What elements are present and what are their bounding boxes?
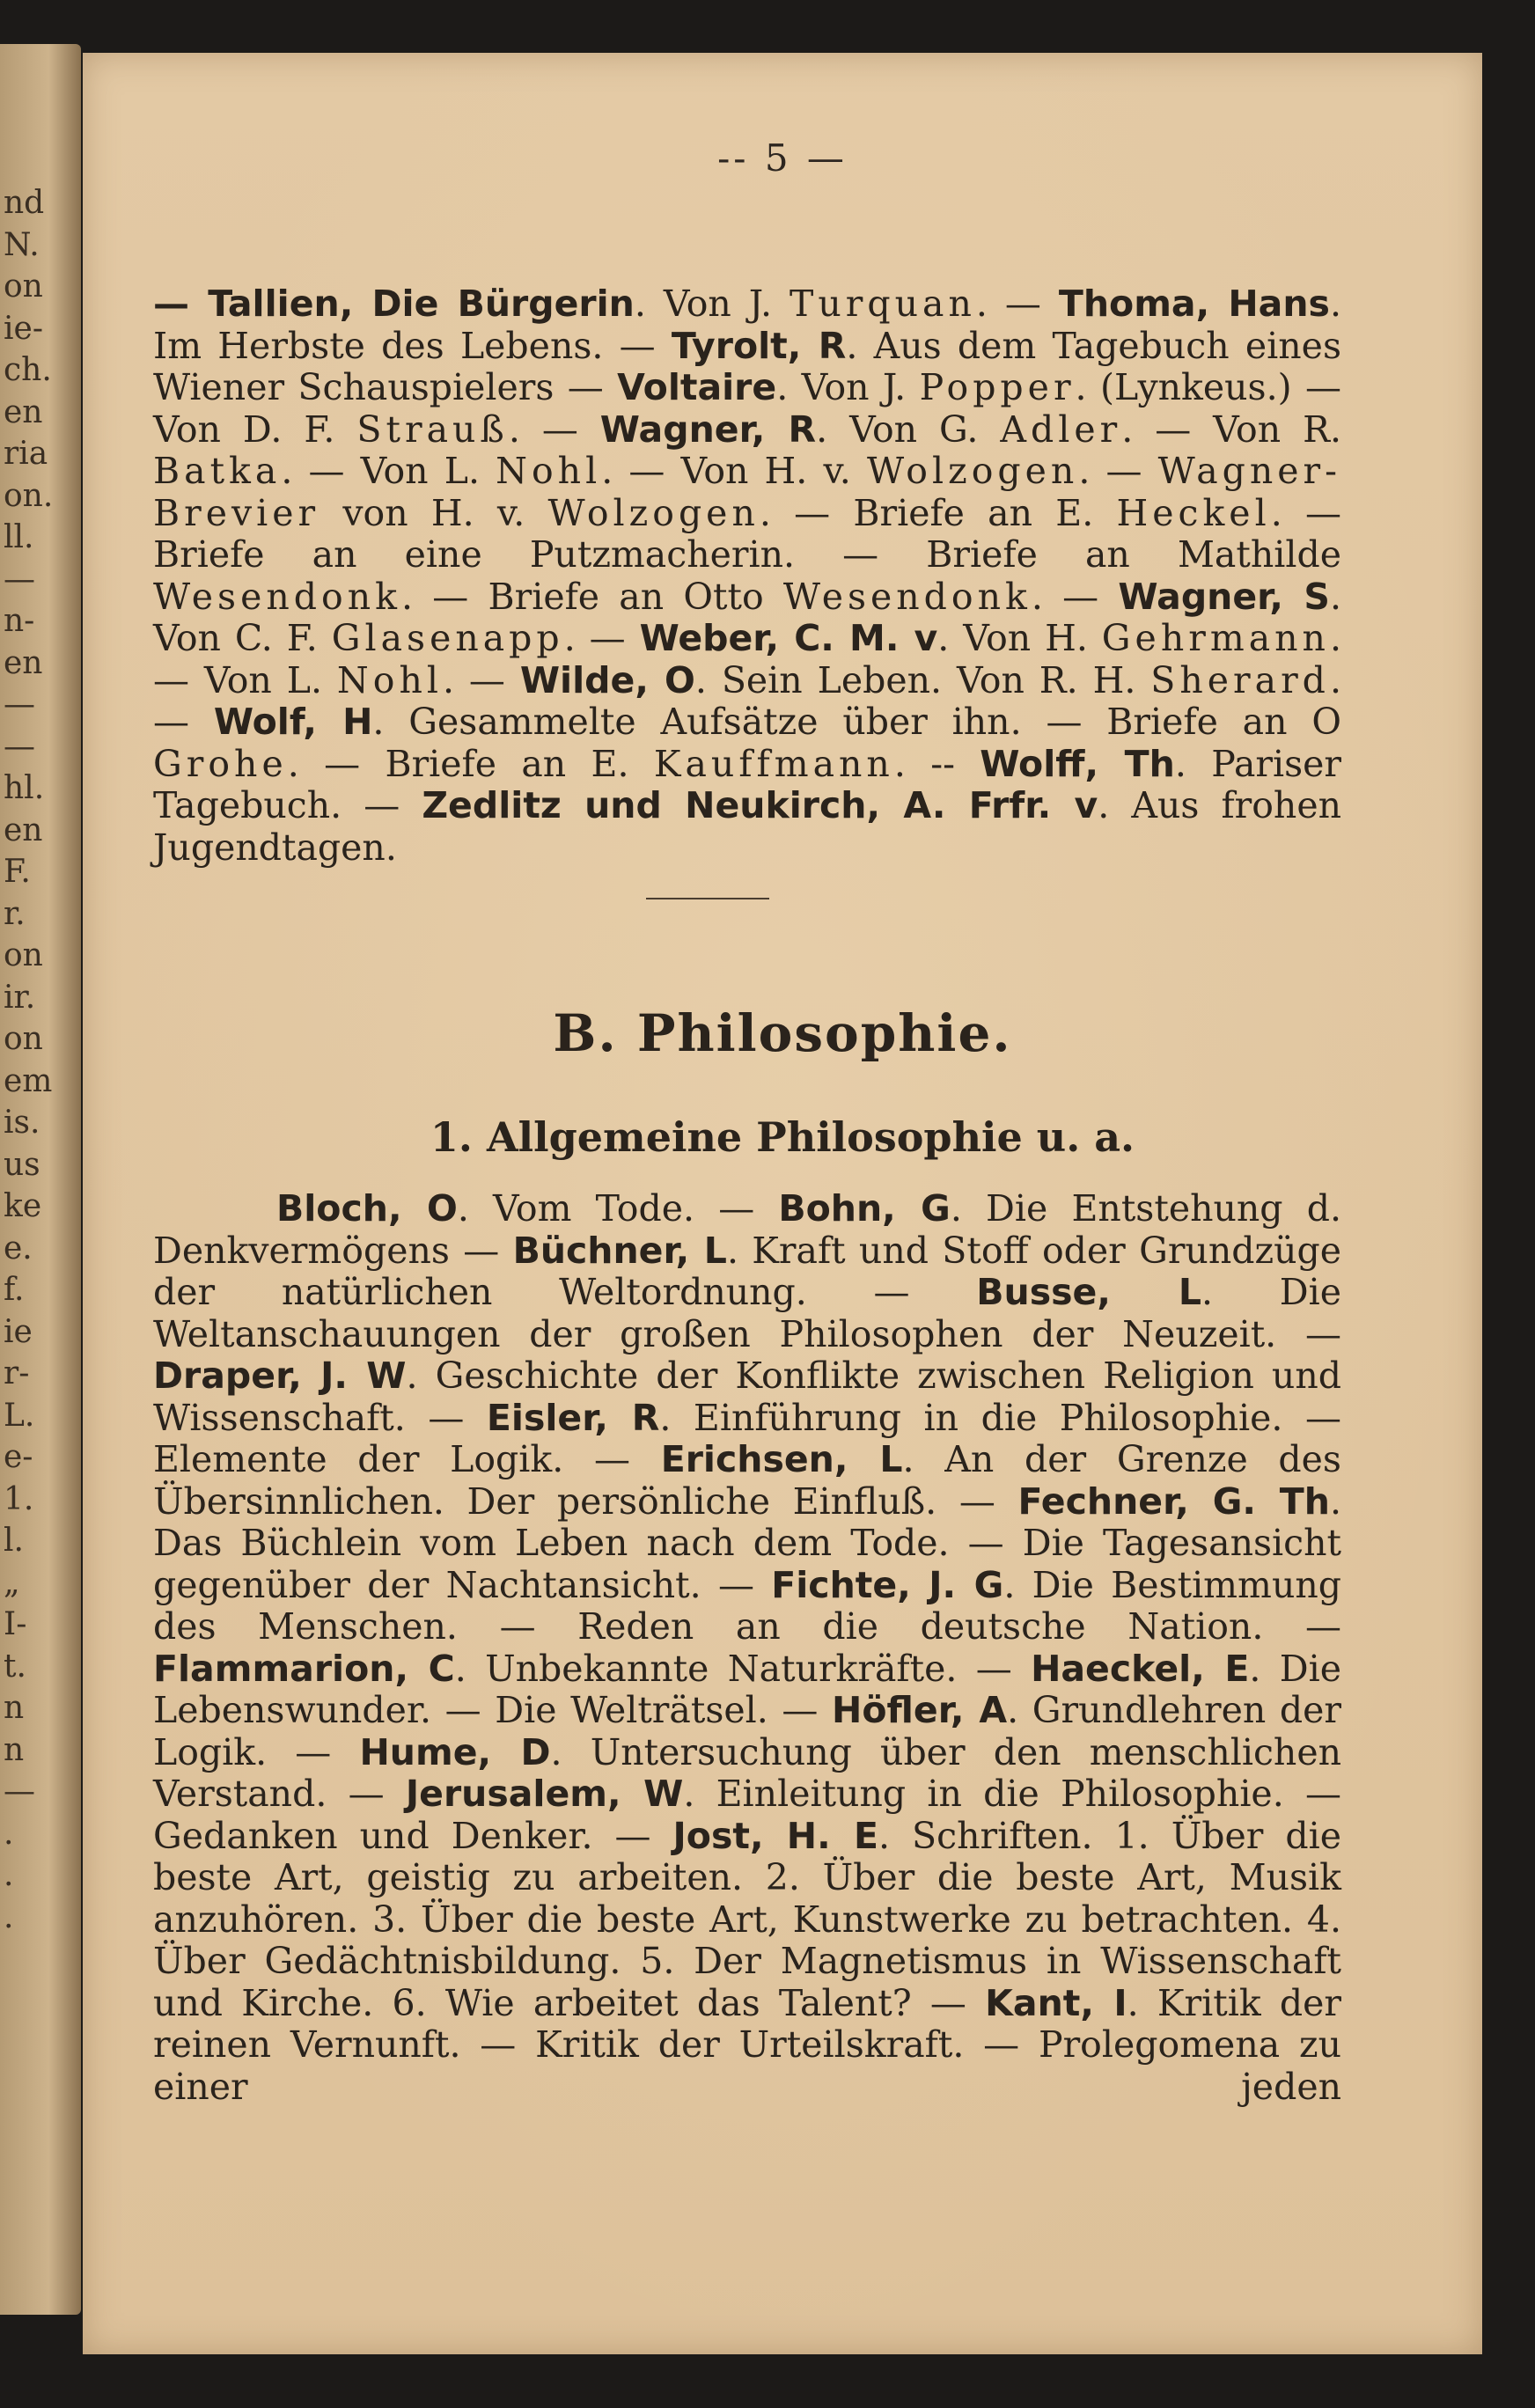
left-page-fragment: — <box>4 728 35 765</box>
author-name: Wagner, R <box>599 407 817 451</box>
author-name: Fechner, G. Th <box>1017 1479 1330 1523</box>
spaced-name: Strauß <box>356 407 509 451</box>
author-name: Voltaire <box>617 366 777 408</box>
author-name: Büchner, L <box>512 1229 727 1272</box>
entry-text: . Grundlehren der Logik. — <box>153 1689 1341 1773</box>
entry-text: . — <box>1078 450 1158 492</box>
left-page-fragment: l. <box>4 1523 24 1559</box>
spaced-name: Heckel <box>1116 491 1271 534</box>
book-page <box>83 53 1482 2354</box>
left-page-edge <box>0 44 81 2315</box>
entry-text: . — <box>153 658 1341 743</box>
author-name: Zedlitz und Neukirch, A. Frfr. v <box>422 784 1098 826</box>
left-page-fragment: f. <box>4 1272 25 1308</box>
left-page-fragment: . <box>4 1815 14 1852</box>
entry-text: . Einleitung in die Philosophie. — Gedanken und Denker. — <box>153 1773 1341 1857</box>
entry-text: . Von C. F. <box>153 575 1341 659</box>
entry-text: . Unbekannte Naturkräfte. — <box>454 1647 1032 1690</box>
entry-text: . Von G. <box>816 407 1001 451</box>
author-name: Busse, L <box>976 1271 1201 1313</box>
left-page-fragment: n <box>4 1731 25 1768</box>
entry-text: . — <box>563 617 640 659</box>
author-name: Weber, C. M. v <box>639 617 938 659</box>
left-page-fragment: nd <box>4 185 45 221</box>
author-name: Draper, J. W <box>153 1354 407 1397</box>
left-page-fragment: ie <box>4 1313 33 1350</box>
entry-text: . — <box>1031 575 1119 618</box>
entry-text: . — Briefe an eine Putzmacherin. — Briefe an Mathilde <box>153 491 1341 576</box>
author-name: Eisler, R <box>486 1396 660 1439</box>
entry-text: . Die Weltanschauungen der großen Philosophen der Neuzeit. — <box>153 1271 1341 1355</box>
left-page-fragment: — <box>4 686 35 723</box>
spaced-name: Popper <box>919 366 1076 408</box>
catalog-paragraph-philosophy <box>153 1188 1341 2108</box>
entry-text: . — Briefe an E. <box>759 491 1117 534</box>
left-page-fragment: 1. <box>4 1480 34 1517</box>
entry-text: . — Von H. v. <box>601 450 867 492</box>
spaced-name: Sherard <box>1150 658 1330 701</box>
entry-text: . Aus dem Tagebuch eines Wiener Schauspielers — <box>153 324 1341 408</box>
spaced-name: Glasenapp <box>331 617 564 659</box>
author-name: Wilde, O <box>519 658 695 701</box>
spaced-name: Grohe <box>153 742 288 785</box>
spaced-name: Wagner-Brevier <box>153 450 1342 534</box>
entry-text: . Von J. <box>634 283 790 325</box>
left-page-fragment: on <box>4 268 43 305</box>
left-page-fragment: is. <box>4 1105 40 1141</box>
spaced-name: Nohl <box>336 658 443 701</box>
left-page-fragment: ch. <box>4 352 52 388</box>
entry-text: . Einführung in die Philosophie. — Elemente der Logik. — <box>153 1396 1341 1480</box>
entry-text: . Im Herbste des Lebens. — <box>153 283 1341 367</box>
left-page-fragment: r- <box>4 1355 30 1391</box>
author-name: Haeckel, E <box>1031 1647 1250 1690</box>
left-page-fragment: en <box>4 644 43 681</box>
left-page-fragment: . <box>4 1898 14 1935</box>
entry-text: . Gesammelte Aufsätze über ihn. — Briefe an O <box>372 701 1341 743</box>
entry-text: . Geschichte der Konflikte zwischen Religion und Wissenschaft. — <box>153 1354 1341 1439</box>
entry-text: . — <box>975 283 1059 325</box>
entry-text: . Die Lebenswunder. — Die Welträtsel. — <box>153 1647 1341 1731</box>
entry-text: . Schriften. 1. Über die beste Art, geistig zu arbeiten. 2. Über die beste Art, Musik anzuhören. 3. Über die beste Art, Kunstwerke zu betrachten. 4. Über Gedächtnisbildung. 5. Der Magnetismus in Wissenschaft und Kirche. 6. Wie arbeitet das Talent? — <box>153 1814 1341 2024</box>
author-name: Tyrolt, R <box>671 324 847 367</box>
section-divider <box>646 898 769 899</box>
entry-text: . Kritik der reinen Vernunft. — Kritik der Urteilskraft. — Prolegomena zu einer jeden <box>153 1981 1341 2108</box>
spaced-name: Nohl <box>496 450 602 492</box>
entry-text: . Die Bestimmung des Menschen. — Reden an die deutsche Nation. — <box>153 1563 1341 1648</box>
author-name: Höfler, A <box>832 1689 1008 1731</box>
left-page-fragment: ie- <box>4 310 43 347</box>
left-page-fragment: en <box>4 811 43 848</box>
entry-text: . — Briefe an Otto <box>400 575 783 618</box>
author-name: Thoma, Hans <box>1058 283 1330 325</box>
spaced-name: Kauffmann <box>653 742 894 785</box>
author-name: Hume, D <box>359 1730 551 1773</box>
author-name: Wolff, Th <box>980 742 1175 785</box>
spaced-name: Turquan <box>790 283 976 325</box>
entry-text: . Das Büchlein vom Leben nach dem Tode. — Die Tagesansicht gegenüber der Nachtansicht. — <box>153 1479 1342 1606</box>
left-page-fragment: on. <box>4 477 54 514</box>
entry-text: . Sein Leben. Von R. H. <box>694 658 1151 701</box>
entry-text: . Vom Tode. — <box>457 1187 779 1230</box>
author-name: — Tallien, Die Bürgerin <box>153 283 635 325</box>
entry-text: . Die Entstehung d. Denkvermögens — <box>153 1187 1342 1272</box>
left-page-fragment: L. <box>4 1397 35 1434</box>
left-page-fragment: N. <box>4 226 40 263</box>
section-heading: B. Philosophie. <box>553 1003 1012 1063</box>
left-page-fragment: . <box>4 1857 14 1893</box>
author-name: Jerusalem, W <box>405 1773 684 1815</box>
left-page-fragment: „ <box>4 1564 20 1601</box>
left-page-fragment: F. <box>4 854 31 890</box>
left-page-fragment: I- <box>4 1606 27 1642</box>
left-page-fragment: n- <box>4 603 35 639</box>
left-page-fragment: n <box>4 1690 25 1726</box>
spaced-name: Gehrmann <box>1101 617 1330 659</box>
left-page-fragment: ria <box>4 436 48 472</box>
entry-text: . — Von L. <box>281 450 496 492</box>
spaced-name: Batka <box>153 450 282 492</box>
author-name: Bohn, G <box>778 1187 951 1230</box>
entry-text: . — <box>442 658 520 701</box>
left-page-fragment: hl. <box>4 770 45 806</box>
entry-text: . Aus frohen Jugendtagen. <box>153 784 1341 869</box>
entry-text: . Pariser Tagebuch. — <box>153 742 1341 826</box>
author-name: Wagner, S <box>1118 575 1330 618</box>
spaced-name: Wesendonk <box>153 575 401 618</box>
entry-text: . (Lynkeus.) — Von D. F. <box>153 366 1341 451</box>
entry-text: . Untersuchung über den menschlichen Verstand. — <box>153 1730 1341 1815</box>
entry-text: . — Briefe an E. <box>287 742 654 785</box>
left-page-fragment: e. <box>4 1230 33 1266</box>
left-page-fragment: on <box>4 1021 43 1057</box>
entry-text: . -- <box>893 742 980 785</box>
author-name: Kant, I <box>985 1981 1127 2024</box>
entry-text: . — <box>508 407 600 451</box>
entry-text: . Von J. <box>776 366 920 408</box>
spaced-name: Wesendonk <box>782 575 1032 618</box>
entry-text: . An der Grenze des Übersinnlichen. Der persönliche Einfluß. — <box>153 1438 1341 1523</box>
catalog-paragraph-biographies <box>153 283 1341 869</box>
author-name: Erichsen, L <box>660 1438 903 1480</box>
entry-text: . — Von R. <box>1121 407 1342 451</box>
left-page-fragment: us <box>4 1146 40 1183</box>
left-page-fragment: — <box>4 561 35 598</box>
left-page-fragment: e- <box>4 1439 33 1475</box>
left-page-fragment: r. <box>4 895 26 932</box>
left-page-fragment: — <box>4 1773 35 1810</box>
author-name: Bloch, O <box>276 1187 458 1230</box>
page-number: -- 5 — <box>717 136 848 180</box>
author-name: Fichte, J. G <box>771 1563 1004 1606</box>
author-name: Flammarion, C <box>153 1647 455 1690</box>
left-page-fragment: t. <box>4 1648 26 1685</box>
left-page-fragment: ll. <box>4 519 34 555</box>
spaced-name: Wolzogen <box>547 491 760 534</box>
entry-text: von H. v. <box>319 491 548 534</box>
entry-text: . Von H. <box>937 617 1102 659</box>
left-page-fragment: en <box>4 393 43 430</box>
left-page-fragment: ir. <box>4 979 36 1016</box>
entry-text: . Kraft und Stoff oder Grundzüge der natürlichen Weltordnung. — <box>153 1229 1341 1313</box>
entry-text: . — Von L. <box>153 617 1341 701</box>
subsection-heading: 1. Allgemeine Philosophie u. a. <box>430 1113 1135 1161</box>
left-page-fragment: ke <box>4 1188 42 1224</box>
spaced-name: Adler <box>1000 407 1122 451</box>
author-name: Jost, H. E <box>672 1814 878 1857</box>
author-name: Wolf, H <box>213 701 373 743</box>
left-page-fragment: em <box>4 1062 53 1099</box>
spaced-name: Wolzogen <box>866 450 1079 492</box>
left-page-fragment: on <box>4 937 43 973</box>
